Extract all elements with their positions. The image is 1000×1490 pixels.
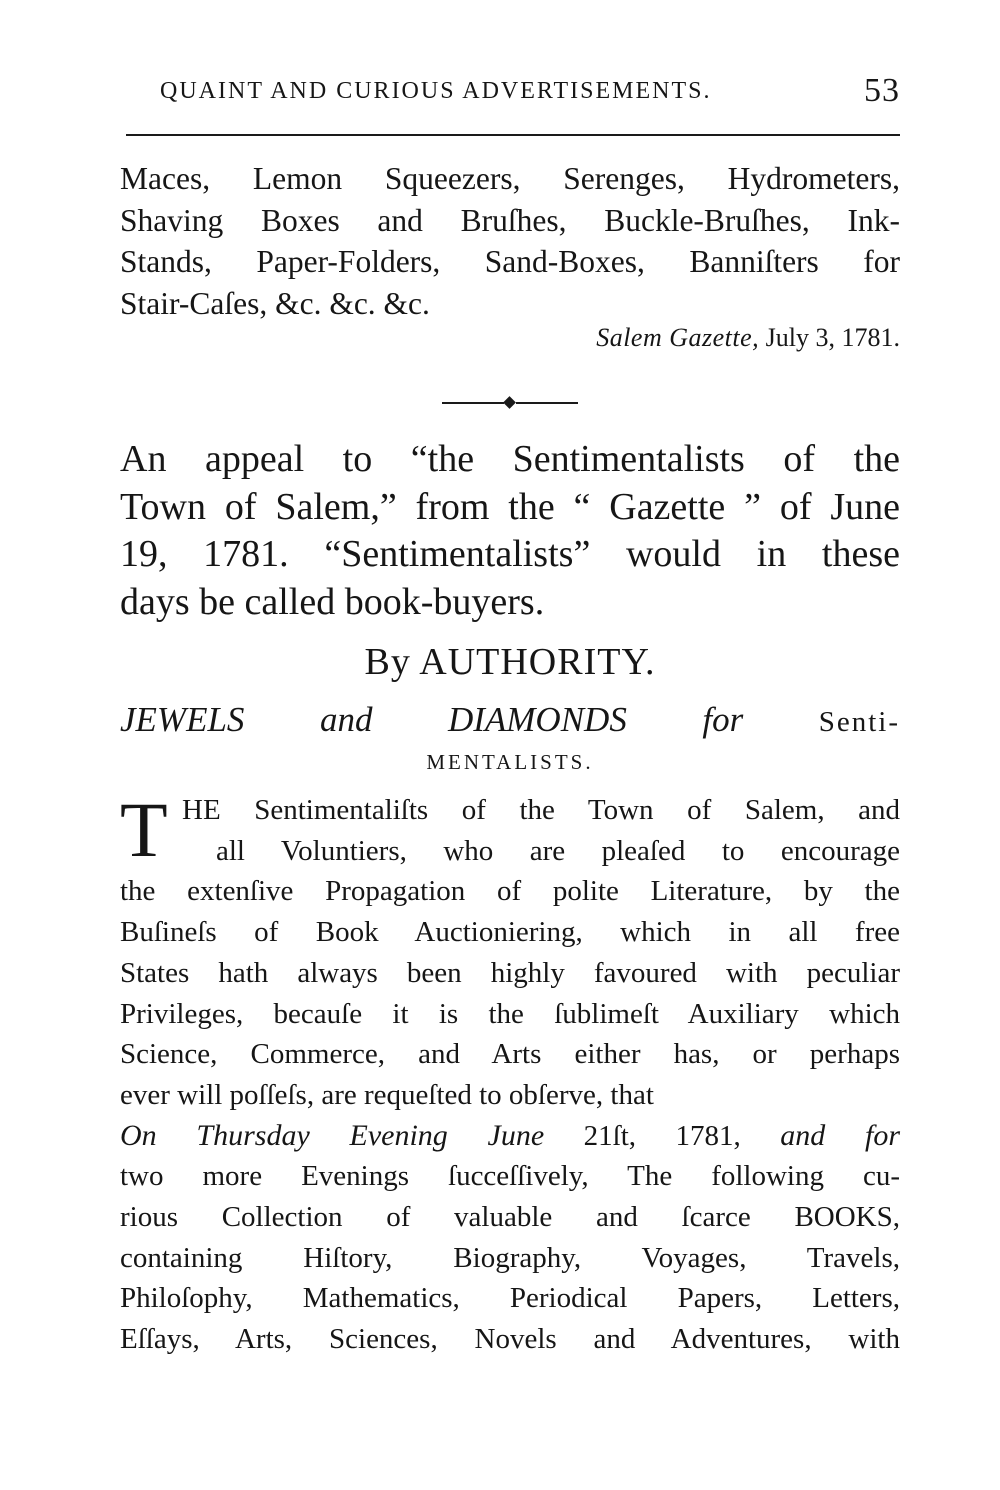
- text-line: 19, 1781. “Sentimentalists” would in these: [120, 533, 900, 575]
- page-number: 53: [864, 72, 900, 109]
- subheading-cont: MENTALISTS.: [426, 750, 594, 774]
- subheading-continuation: [120, 747, 900, 777]
- date-italic-a: On Thursday Evening June: [120, 1118, 545, 1152]
- subheading-and: and: [319, 700, 373, 739]
- advertisement-heading: [120, 636, 900, 688]
- text-line: An appeal to “the Sentimentalists of the: [120, 438, 900, 480]
- text-line: ever will poſſeſs, are requeſted to obſerve, that: [120, 1078, 654, 1111]
- subheading-line: [120, 697, 900, 745]
- source-citation: [120, 320, 900, 356]
- text-line: Buſineſs of Book Auctioniering, which in all free: [120, 916, 900, 949]
- text-line: States hath always been highly favoured with peculiar: [120, 956, 900, 989]
- citation-line: [120, 320, 900, 356]
- text-line: Shaving Boxes and Bruſhes, Buckle-Bruſhes, Ink-: [120, 202, 900, 238]
- text-line: Science, Commerce, and Arts either has, or perhaps: [120, 1038, 900, 1071]
- continued-list: [120, 158, 900, 324]
- text-line: Eſſays, Arts, Sciences, Novels and Adventures, with: [120, 1323, 900, 1356]
- text-line: rious Collection of valuable and ſcarce BOOKS,: [120, 1201, 900, 1234]
- text-line: all Voluntiers, who are pleaſed to encourage: [216, 834, 900, 867]
- heading-text: By AUTHORITY.: [364, 641, 656, 683]
- subheading-jewels: JEWELS: [120, 700, 245, 739]
- text-line: Stair-Caſes, &c. &c. &c.: [120, 285, 430, 321]
- divider-line-left: [442, 402, 504, 404]
- text-line: Stands, Paper-Folders, Sand-Boxes, Banniſters for: [120, 244, 900, 279]
- intro-paragraph: [120, 436, 900, 626]
- text-line: Maces, Lemon Squeezers, Serenges, Hydrometers,: [120, 161, 900, 196]
- advertisement-body: [120, 786, 901, 1360]
- advertisement-subheading: [120, 697, 900, 745]
- text-line: Philoſophy, Mathematics, Periodical Papers, Letters,: [120, 1282, 900, 1315]
- section-divider-ornament: [442, 396, 578, 410]
- text-line: Town of Salem,” from the “ Gazette ” of June: [120, 485, 900, 528]
- text-line: days be called book-buyers.: [120, 580, 545, 623]
- header-rule: [126, 134, 900, 136]
- page-header: [120, 72, 900, 116]
- date-italic-b: and for: [780, 1118, 901, 1152]
- text-line: the extenſive Propagation of polite Literature, by the: [120, 875, 900, 908]
- running-title: QUAINT AND CURIOUS ADVERTISEMENTS.: [160, 78, 712, 104]
- subheading-diamonds: DIAMONDS: [447, 700, 627, 739]
- date-plain: 21ſt, 1781,: [583, 1119, 741, 1152]
- drop-cap: T: [120, 786, 168, 873]
- date-line: [120, 1116, 900, 1157]
- subheading-senti: Senti-: [818, 706, 900, 738]
- text-line: Privileges, becauſe it is the ſublimeſt Auxiliary which: [120, 997, 900, 1030]
- text-line: HE Sentimentaliſts of the Town of Salem, and: [182, 794, 900, 826]
- source-date: July 3, 1781.: [765, 323, 900, 352]
- diamond-icon: [503, 396, 516, 409]
- text-line: containing Hiſtory, Biography, Voyages, Travels,: [120, 1241, 900, 1274]
- text-line: two more Evenings ſucceſſively, The following cu-: [120, 1160, 900, 1193]
- source-title: Salem Gazette,: [596, 323, 760, 352]
- divider-line-right: [516, 402, 578, 404]
- subheading-for: for: [702, 700, 744, 739]
